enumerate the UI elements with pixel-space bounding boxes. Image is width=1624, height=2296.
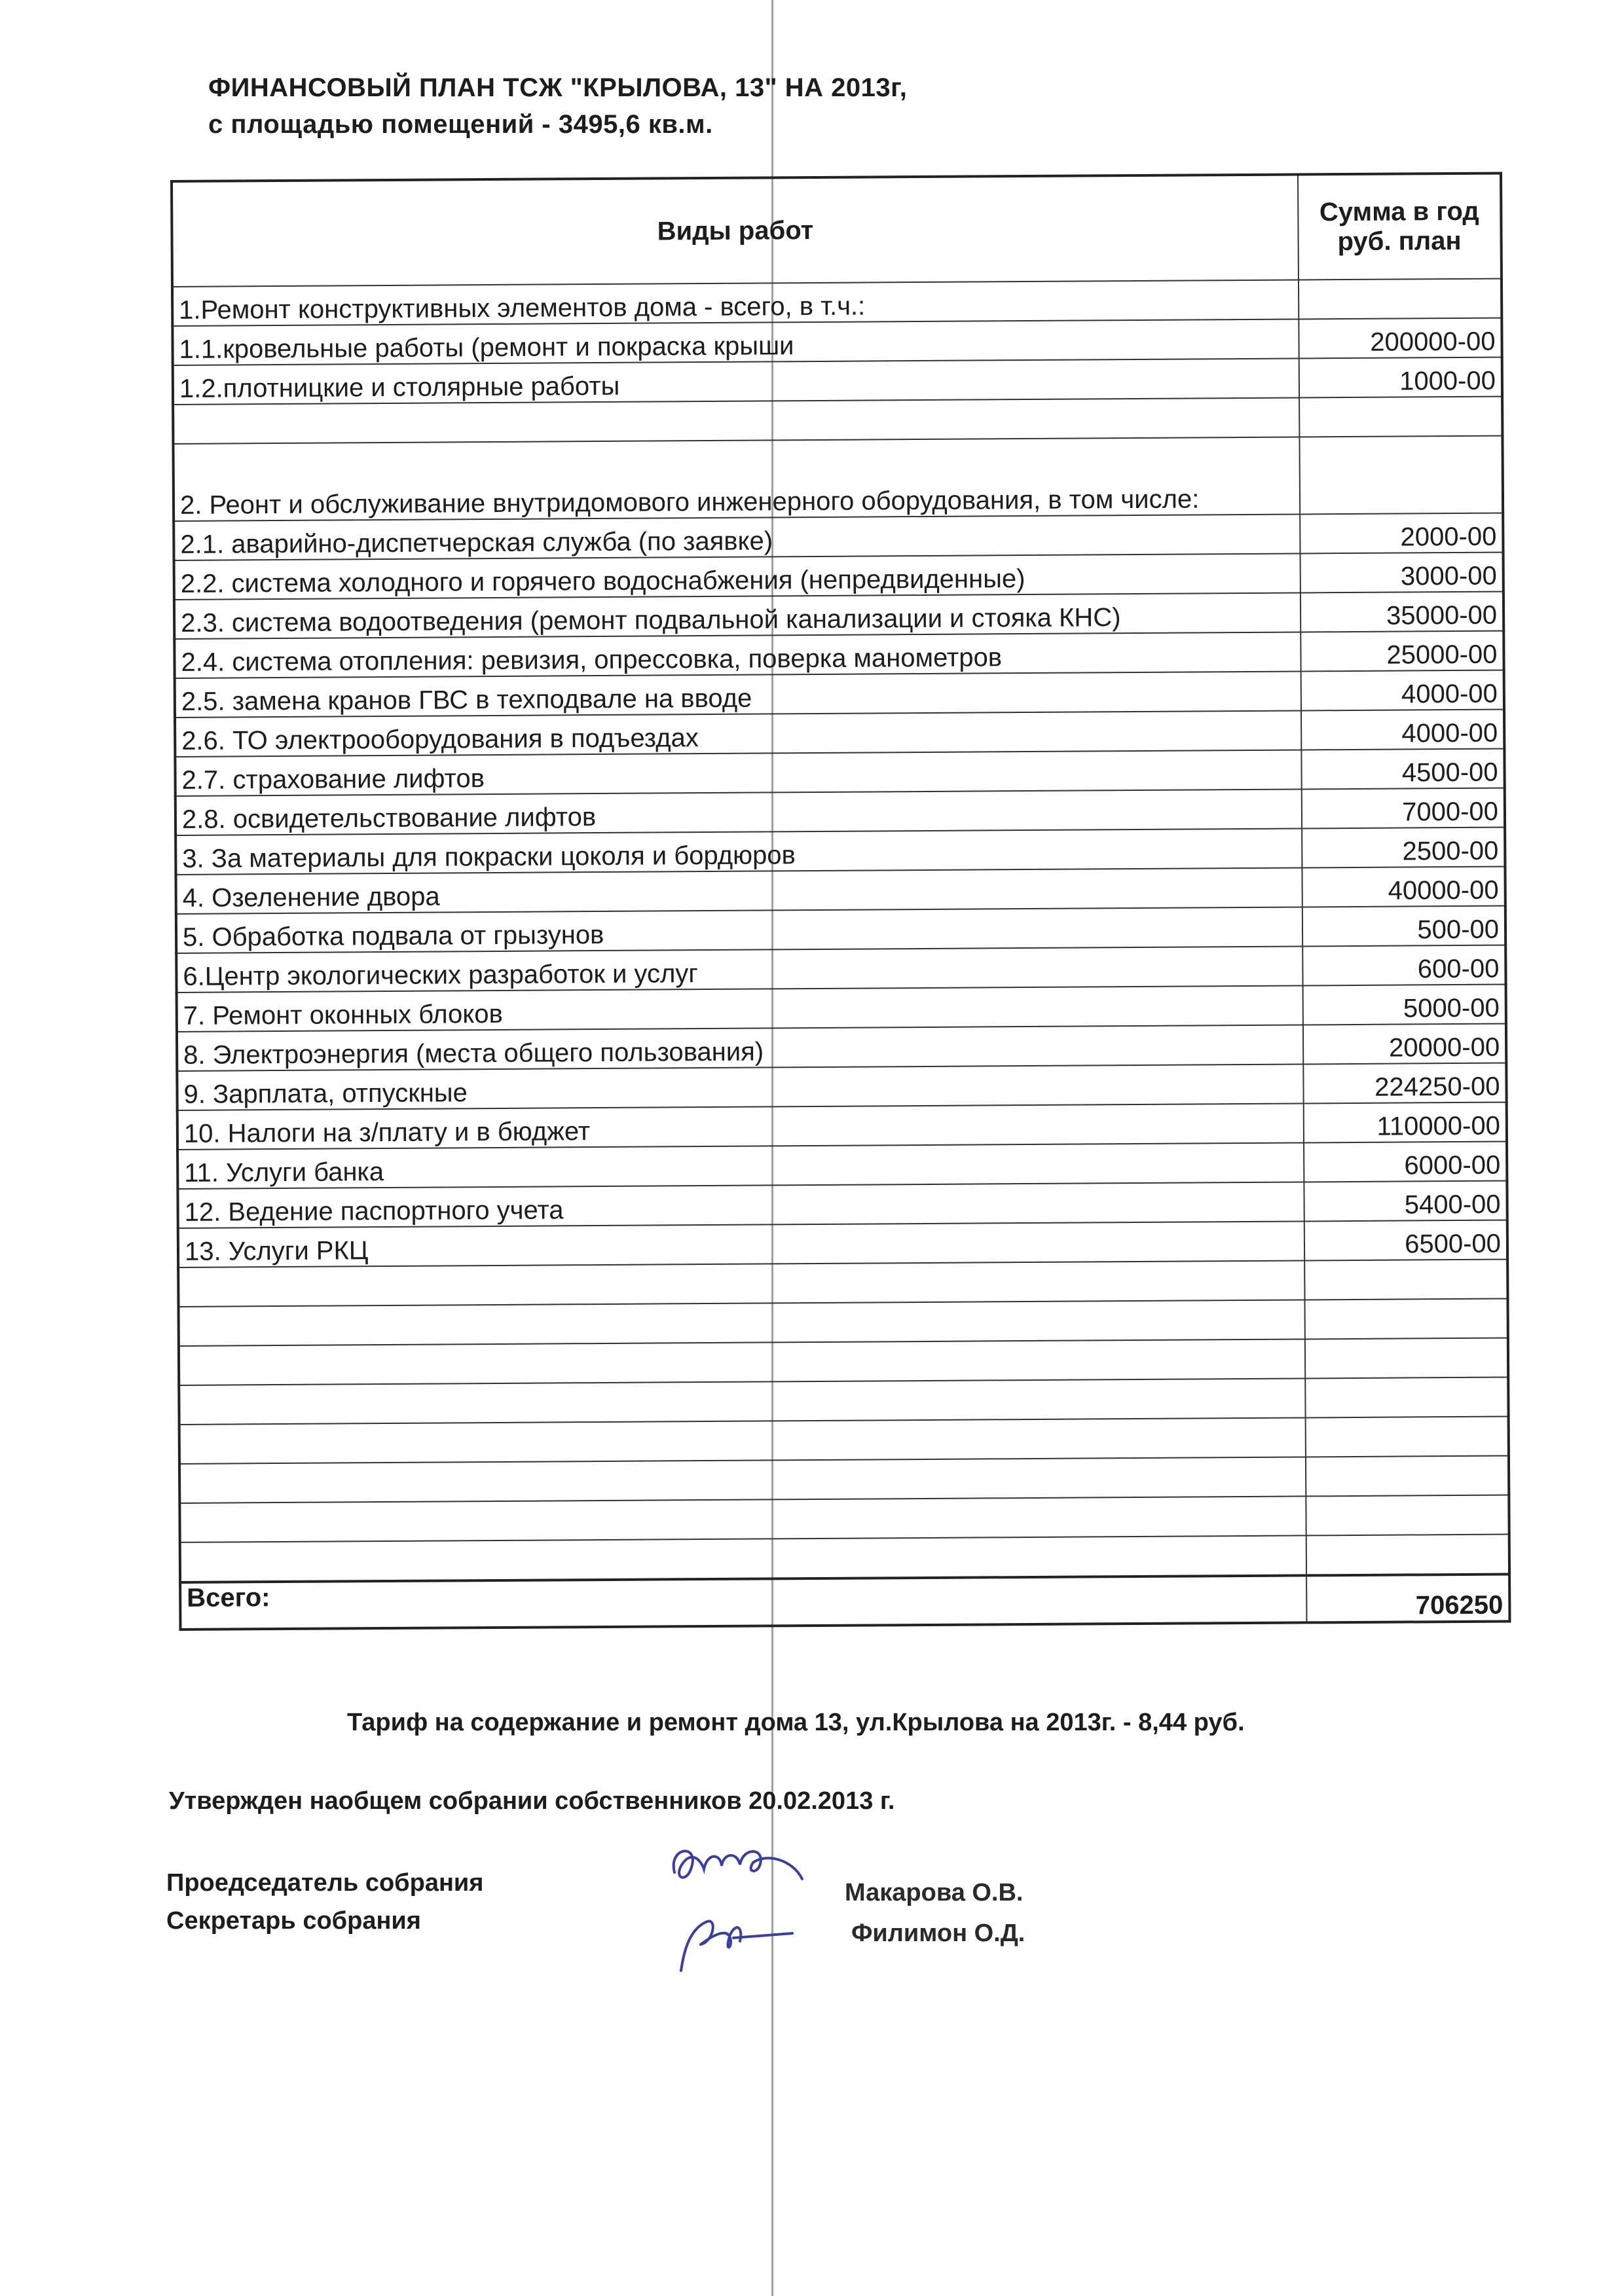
chair-role-label: Проедседатель собрания [166,1869,484,1897]
work-type-cell: 2.4. система отопления: ревизия, опрессовка, поверка манометров [174,632,1301,678]
amount-cell: 40000-00 [1302,867,1505,907]
amount-cell [1305,1377,1508,1418]
work-type-cell: 1.1.кровельные работы (ремонт и покраска крыши [172,319,1299,365]
amount-cell: 5000-00 [1303,985,1506,1025]
amount-cell: 5400-00 [1304,1181,1507,1222]
tariff-note: Тариф на содержание и ремонт дома 13, ул.Крылова на 2013г. - 8,44 руб. [347,1709,1245,1736]
work-type-cell [179,1496,1306,1542]
document-subtitle: с площадью помещений - 3495,6 кв.м. [208,110,713,139]
work-type-cell [178,1260,1304,1307]
document-title: ФИНАНСОВЫЙ ПЛАН ТСЖ "КРЫЛОВА, 13" НА 2013г, [208,73,908,102]
amount-cell [1304,1299,1507,1339]
work-type-cell: 3. За материалы для покраски цоколя и бордюров [175,828,1302,875]
work-type-cell: 12. Ведение паспортного учета [177,1182,1304,1228]
work-type-cell: 6.Центр экологических разработок и услуг [176,946,1302,993]
work-type-cell: 1.Ремонт конструктивных элементов дома - всего, в т.ч.: [172,280,1299,326]
amount-cell: 200000-00 [1299,318,1502,359]
table-header-row [172,173,1502,287]
amount-cell: 224250-00 [1303,1063,1506,1104]
work-type-cell: 2.2. система холодного и горячего водоснабжения (непредвиденные) [174,553,1301,600]
amount-cell: 500-00 [1302,906,1505,947]
total-row [180,1575,1509,1630]
amount-cell: 20000-00 [1303,1024,1506,1065]
amount-cell [1306,1417,1509,1457]
work-type-cell [179,1300,1305,1346]
work-type-cell [179,1378,1305,1425]
column-header-work-types: Виды работ [172,174,1299,287]
work-type-cell: 2. Реонт и обслуживание внутридомового инженерного оборудования, в том числе: [173,437,1300,521]
amount-cell: 110000-00 [1304,1102,1507,1143]
amount-cell: 1000-00 [1299,357,1502,398]
amount-cell [1299,436,1503,515]
work-type-cell: 10. Налоги на з/плату и в бюджет [177,1103,1304,1150]
work-type-cell [173,397,1299,444]
amount-cell [1306,1495,1509,1536]
total-label: Всего: [180,1575,1306,1630]
work-type-cell: 7. Ремонт оконных блоков [177,985,1303,1032]
amount-cell [1305,1338,1508,1379]
chair-signature [661,1833,825,1905]
amount-cell: 2500-00 [1302,828,1505,868]
financial-plan-table-wrapper [170,172,1508,1631]
work-type-cell: 11. Услуги банка [177,1142,1304,1189]
amount-cell: 4000-00 [1301,710,1504,750]
amount-cell: 6000-00 [1304,1142,1507,1182]
work-type-cell: 2.7. страхование лифтов [175,750,1301,796]
total-amount: 706250 [1306,1575,1509,1623]
work-type-cell: 5. Обработка подвала от грызунов [176,907,1302,953]
work-type-cell: 2.3. система водоотведения (ремонт подвальной канализации и стояка КНС) [174,592,1301,639]
financial-plan-table [170,172,1511,1631]
approval-note: Утвержден наобщем собрании собственников 20.02.2013 г. [169,1787,895,1815]
work-type-cell [180,1535,1306,1582]
amount-cell: 6500-00 [1304,1220,1507,1261]
amount-cell [1306,1456,1509,1497]
amount-cell: 4500-00 [1301,749,1504,790]
work-type-cell: 9. Зарплата, отпускные [177,1064,1303,1110]
work-type-cell [179,1417,1306,1464]
secretary-signature [661,1908,812,1980]
amount-cell: 4000-00 [1301,670,1504,711]
work-type-cell [179,1457,1306,1503]
amount-cell: 3000-00 [1301,553,1504,593]
work-type-cell: 4. Озеленение двора [175,867,1302,914]
work-type-cell: 13. Услуги РКЦ [178,1221,1304,1267]
amount-cell [1299,279,1502,319]
table-row [173,436,1503,521]
work-type-cell: 2.8. освидетельствование лифтов [175,789,1302,835]
amount-cell: 600-00 [1302,945,1505,986]
chair-name: Макарова О.В. [845,1879,1024,1906]
work-type-cell: 2.1. аварийно-диспетчерская служба (по заявке) [174,514,1300,560]
amount-cell [1306,1535,1509,1576]
amount-cell: 25000-00 [1301,631,1504,672]
secretary-name: Филимон О.Д. [851,1920,1025,1947]
secretary-role-label: Секретарь собрания [166,1907,421,1935]
amount-cell: 35000-00 [1301,592,1504,632]
amount-cell [1299,397,1502,437]
amount-cell: 7000-00 [1302,788,1505,829]
work-type-cell: 1.2.плотницкие и столярные работы [173,358,1299,405]
column-header-amount: Сумма в год руб. план [1298,173,1502,280]
amount-cell [1304,1260,1507,1300]
work-type-cell: 2.6. ТО электрооборудования в подъездах [175,710,1301,757]
work-type-cell: 2.5. замена кранов ГВС в техподвале на вводе [175,671,1301,718]
work-type-cell: 8. Электроэнергия (места общего пользования) [177,1025,1303,1071]
work-type-cell [179,1339,1305,1385]
amount-cell: 2000-00 [1300,513,1503,554]
